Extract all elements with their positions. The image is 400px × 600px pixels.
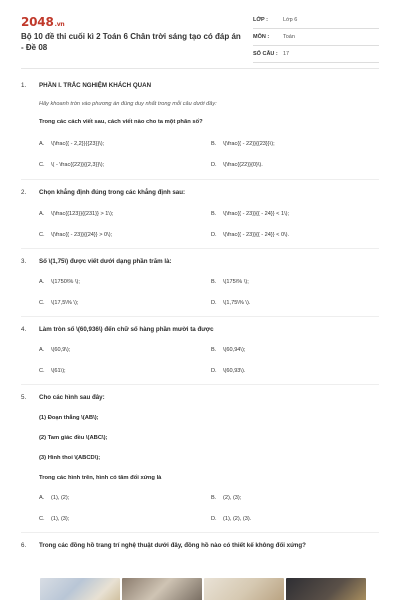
- option-text: \(\frac{{ - 23}}{{ - 24}} < 1\);: [223, 210, 290, 217]
- option-letter: D.: [211, 367, 217, 374]
- option-text: \( - \frac{{22}}{{2,3}}\);: [51, 161, 105, 168]
- option-row: [39, 339, 400, 360]
- option-b[interactable]: [211, 495, 383, 501]
- figure-item-1: (1) Đoạn thẳng \(AB\);: [39, 415, 99, 421]
- question-5: [0, 393, 400, 402]
- option-letter: A.: [39, 140, 45, 147]
- question-stem: Số \(1,75\) được viết dưới dạng phần trăm là:: [39, 258, 172, 265]
- meta-row-class: [253, 13, 379, 29]
- document-header: [0, 0, 400, 62]
- option-letter: D.: [211, 299, 217, 306]
- question-6: [0, 541, 400, 550]
- option-row: [39, 360, 400, 381]
- option-letter: A.: [39, 278, 45, 285]
- section-number: 1.: [21, 82, 27, 89]
- section-heading: [0, 81, 400, 90]
- question-number: 5.: [21, 394, 27, 401]
- question-divider: [21, 179, 379, 180]
- option-letter: A.: [39, 494, 45, 501]
- logo-text: 2048: [21, 15, 54, 29]
- clock-image-c: [204, 578, 284, 600]
- question-prompt: Trong các hình trên, hình có tâm đối xứng là: [39, 475, 162, 481]
- option-text: \(61\);: [51, 367, 66, 374]
- option-letter: B.: [211, 346, 217, 353]
- question-stem: Trong các cách viết sau, cách viết nào cho ta một phân số?: [39, 119, 203, 125]
- option-row: [39, 508, 400, 529]
- option-d[interactable]: [211, 162, 383, 168]
- option-a[interactable]: [39, 279, 211, 285]
- meta-row-subject: [253, 30, 379, 46]
- option-d[interactable]: [211, 232, 383, 238]
- instruction-text: Hãy khoanh tròn vào phương án đúng duy nhất trong mỗi câu dưới đây:: [39, 101, 217, 107]
- meta-label: MÔN :: [253, 34, 270, 41]
- option-b[interactable]: [211, 279, 383, 285]
- option-row: [39, 224, 400, 245]
- option-row: [39, 154, 400, 175]
- option-text: \(60,9\);: [51, 346, 71, 353]
- figure-item-2: (2) Tam giác đều \(ABC\);: [39, 435, 108, 441]
- option-b[interactable]: [211, 347, 383, 353]
- q2-options: [0, 203, 400, 245]
- option-letter: C.: [39, 299, 45, 306]
- option-text: \(60,93\).: [223, 367, 246, 374]
- option-letter: A.: [39, 346, 45, 353]
- option-letter: B.: [211, 494, 217, 501]
- option-text: \(\frac{{22}}{0}\).: [223, 161, 263, 168]
- option-d[interactable]: [211, 368, 383, 374]
- option-text: \(\frac{{ - 23}}{{ - 24}} < 0\).: [223, 231, 290, 238]
- clock-image-a: [40, 578, 120, 600]
- site-logo[interactable]: [21, 15, 64, 29]
- question-divider: [21, 532, 379, 533]
- document-title: Bộ 10 đề thi cuối kì 2 Toán 6 Chân trời sáng tạo có đáp án - Đề 08: [21, 32, 241, 52]
- option-a[interactable]: [39, 495, 211, 501]
- q1-options: [0, 133, 400, 175]
- option-text: \(\frac{{ - 22}}{{23}}\);: [223, 140, 275, 147]
- option-text: \(60,94\);: [223, 346, 246, 353]
- option-text: \(\frac{{123}}{{231}} > 1\);: [51, 210, 114, 217]
- figure-item-3: (3) Hình thoi \(ABCD\);: [39, 455, 101, 461]
- option-d[interactable]: [211, 300, 383, 306]
- option-row: [39, 487, 400, 508]
- question-number: 4.: [21, 326, 27, 333]
- option-c[interactable]: [39, 516, 211, 522]
- meta-value: Toán: [283, 34, 295, 41]
- option-c[interactable]: [39, 232, 211, 238]
- section-title: PHẦN I. TRẮC NGHIỆM KHÁCH QUAN: [39, 82, 152, 89]
- logo-suffix: .vn: [54, 21, 65, 28]
- option-row: [39, 271, 400, 292]
- question-divider: [21, 384, 379, 385]
- question-divider: [21, 248, 379, 249]
- question-4: [0, 325, 400, 334]
- meta-label: SỐ CÂU :: [253, 51, 278, 58]
- question-3: [0, 257, 400, 266]
- question-stem: Cho các hình sau đây:: [39, 394, 105, 401]
- option-text: \(\frac{{ - 2,2}}{{23}}\);: [51, 140, 105, 147]
- q3-options: [0, 271, 400, 313]
- option-letter: C.: [39, 367, 45, 374]
- option-letter: B.: [211, 140, 217, 147]
- clock-image-d: [286, 578, 366, 600]
- option-a[interactable]: [39, 141, 211, 147]
- option-text: \(175\% \);: [223, 278, 249, 285]
- document-content: [0, 78, 400, 550]
- option-c[interactable]: [39, 300, 211, 306]
- option-a[interactable]: [39, 347, 211, 353]
- question-2: [0, 188, 400, 197]
- question-stem: Chọn khẳng định đúng trong các khẳng định sau:: [39, 189, 186, 196]
- meta-value: 17: [283, 51, 290, 58]
- option-letter: C.: [39, 231, 45, 238]
- option-letter: A.: [39, 210, 45, 217]
- option-text: \(\frac{{ - 23}}{{24}} > 0\);: [51, 231, 113, 238]
- question-number: 2.: [21, 189, 27, 196]
- meta-value: Lớp 6: [283, 17, 298, 24]
- option-text: \(17,5\% \);: [51, 299, 79, 306]
- option-text: (1), (2);: [51, 494, 70, 501]
- option-row: [39, 292, 400, 313]
- option-a[interactable]: [39, 211, 211, 217]
- question-number: 3.: [21, 258, 27, 265]
- option-d[interactable]: [211, 516, 383, 522]
- option-letter: B.: [211, 278, 217, 285]
- option-letter: C.: [39, 161, 45, 168]
- option-text: (2), (3);: [223, 494, 242, 501]
- option-c[interactable]: [39, 162, 211, 168]
- option-row: [39, 133, 400, 154]
- option-text: \(1750\% \);: [51, 278, 80, 285]
- clock-images: [40, 578, 366, 600]
- clock-image-b: [122, 578, 202, 600]
- option-letter: C.: [39, 515, 45, 522]
- option-c[interactable]: [39, 368, 211, 374]
- option-text: (1), (3);: [51, 515, 70, 522]
- q5-options: [0, 487, 400, 529]
- option-letter: D.: [211, 515, 217, 522]
- option-letter: B.: [211, 210, 217, 217]
- option-row: [39, 203, 400, 224]
- header-divider: [21, 68, 379, 69]
- question-stem: Làm tròn số \(60,936\) đến chữ số hàng phần mười ta được: [39, 326, 214, 333]
- option-text: \(1,75\% \).: [223, 299, 251, 306]
- option-letter: D.: [211, 231, 217, 238]
- option-b[interactable]: [211, 141, 383, 147]
- option-letter: D.: [211, 161, 217, 168]
- option-b[interactable]: [211, 211, 383, 217]
- q4-options: [0, 339, 400, 381]
- meta-table: [253, 13, 379, 64]
- meta-label: LỚP :: [253, 17, 268, 24]
- option-text: (1), (2), (3).: [223, 515, 252, 522]
- question-divider: [21, 316, 379, 317]
- meta-row-count: [253, 47, 379, 63]
- question-number: 6.: [21, 542, 27, 549]
- question-stem: Trong các đồng hồ trang trí nghệ thuật dưới đây, đồng hồ nào có thiết kế không đối xứng?: [39, 542, 306, 549]
